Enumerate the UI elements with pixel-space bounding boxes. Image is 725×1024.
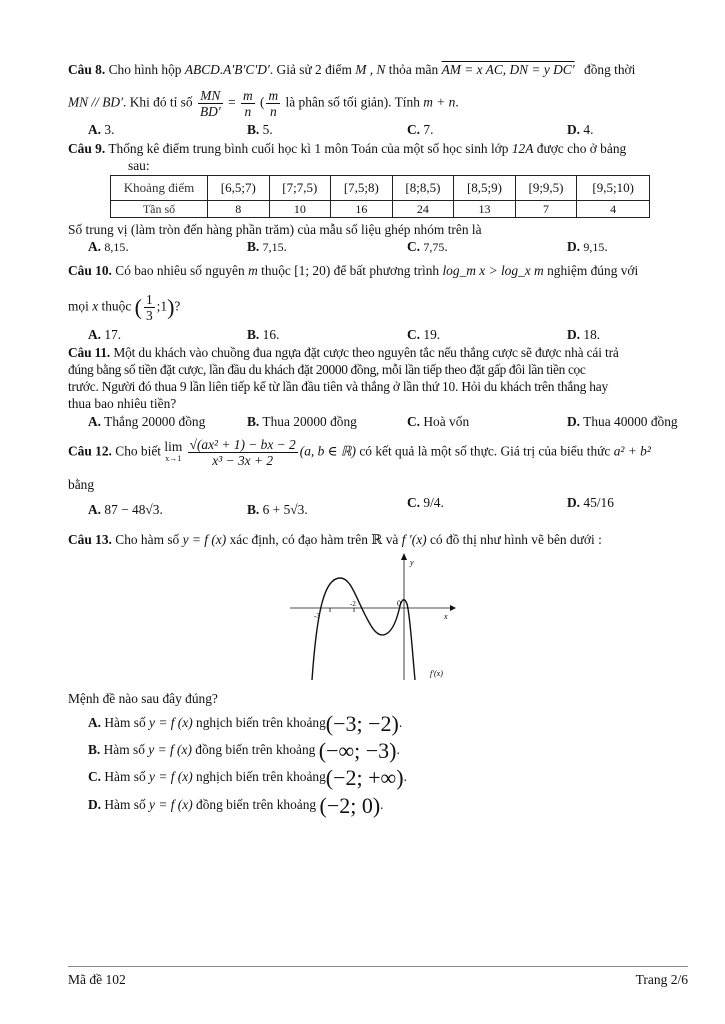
q9-table-header: Khoảng điểm (111, 176, 208, 201)
q8-text: thỏa mãn (388, 62, 439, 77)
q9-label: Câu 9. (68, 141, 106, 156)
q12-option-a[interactable]: A. 87 − 48√3. (88, 502, 163, 517)
q11-option-d[interactable]: D. Thua 40000 đồng (567, 414, 678, 429)
q8-text: đồng thời (584, 62, 636, 77)
q8-mn2: $\frac{m}{n}$ (268, 88, 279, 119)
q13-option-b[interactable]: B. Hàm số y = f (x) đồng biến trên khoảng (−∞; −3). (88, 738, 400, 763)
q9-option-a[interactable]: A. 8,15. (88, 239, 129, 254)
q8-vector-eq: AM = x AC, DN = y DC′ (441, 62, 575, 77)
q11-text: Một du khách vào chuồng đua ngựa đặt cược theo nguyên tắc nếu thắng cược sẽ được nhà cái trả (113, 345, 619, 360)
q12-label: Câu 12. (68, 443, 112, 459)
q9-option-c[interactable]: C. 7,75. (407, 239, 448, 254)
q8-eq: = (228, 94, 236, 110)
q10-option-c[interactable]: C. 19. (407, 327, 441, 342)
q13-deriv: f ′(x) (401, 532, 427, 547)
q12-text: có kết quả là một số thực. Giá trị của biểu thức (359, 443, 611, 459)
q8-text: . Khi đó tỉ số (123, 94, 193, 110)
q8-option-a[interactable]: A. 3. (88, 122, 115, 137)
q8-option-c[interactable]: C. 7. (407, 122, 434, 137)
q10-text: Có bao nhiêu số nguyên (115, 263, 245, 278)
q9-interval: [8;8,5) (392, 176, 454, 201)
q9-freq: 16 (331, 201, 393, 218)
q13-question: Mệnh đề nào sau đây đúng? (68, 691, 218, 706)
q10-option-b[interactable]: B. 16. (247, 327, 280, 342)
q9-interval: [9,5;10) (577, 176, 650, 201)
q11-label: Câu 11. (68, 345, 111, 360)
q9-frequency-table (110, 175, 650, 218)
q11-option-c[interactable]: C. Hoà vốn (407, 414, 470, 429)
q11-line4: thua bao nhiêu tiền? (68, 396, 177, 411)
q11-line2: đúng bằng số tiền đặt cược, lần đầu du khách đặt 20000 đồng, mỗi lần tiếp theo đặt gấp đôi lần tiền cọc (68, 362, 586, 377)
q8-points: M , N (355, 62, 386, 77)
x-axis-arrow-icon (450, 605, 456, 611)
q10-fraction: $\frac{1}{3}$ (145, 292, 153, 323)
y-axis-arrow-icon (401, 553, 407, 560)
q10-text: nghiệm đúng với (547, 263, 639, 278)
q9-interval: [8,5;9) (454, 176, 516, 201)
q11-line1 (68, 345, 619, 361)
q11-line3: trước. Người đó thua 9 lần liên tiếp kể từ lần đầu tiên và thắng ở lần thứ 10. Hỏi du khách trên thắng hay (68, 379, 609, 394)
q13-option-d[interactable]: D. Hàm số y = f (x) đồng biến trên khoảng (−2; 0). (88, 793, 384, 818)
q9-text: được cho ở bảng (536, 141, 627, 156)
q9-freq: 7 (515, 201, 577, 218)
q12-line2: bằng (68, 477, 95, 492)
q10-text: mọi (68, 298, 89, 314)
q13-text: có đồ thị như hình vẽ bên dưới : (429, 532, 602, 547)
q10-var: m (248, 263, 258, 278)
q8-mn: $\frac{m}{n}$ (243, 88, 253, 119)
q10-inequality: log_m x > log_x m (442, 263, 544, 278)
q8-text: . Giả sử 2 điểm (269, 62, 352, 77)
q13-option-a[interactable]: A. Hàm số y = f (x) nghịch biến trên khoảng(−3; −2). (88, 711, 403, 736)
q9-line2: sau: (128, 158, 150, 173)
y-label: y (410, 558, 414, 567)
q8-ask: m + n (423, 94, 456, 110)
q8-ratio: $\frac{MN}{BD'}$ (199, 88, 221, 119)
footer-exam-code: Mã đề 102 (68, 972, 126, 987)
q10-option-a[interactable]: A. 17. (88, 327, 122, 342)
q8-text: Cho hình hộp (108, 62, 182, 77)
q9-interval: [6,5;7) (208, 176, 270, 201)
q9-interval: [9;9,5) (515, 176, 577, 201)
q9-table-row-label: Tần số (111, 201, 208, 218)
q8-label: Câu 8. (68, 62, 106, 77)
q9-freq: 24 (392, 201, 454, 218)
q13-text: xác định, có đạo hàm trên ℝ và (229, 532, 399, 547)
q9-line1 (68, 141, 626, 157)
footer-page-number: Trang 2/6 (635, 972, 688, 987)
q9-text: Thống kê điểm trung bình cuối học kì 1 môn Toán của một số học sinh lớp (108, 141, 509, 156)
q10-option-d[interactable]: D. 18. (567, 327, 601, 342)
q10-line1 (68, 263, 638, 279)
q8-solid: ABCD.A′B′C′D′ (184, 62, 270, 77)
q8-line1 (68, 62, 635, 78)
tick-label-neg2: -2 (350, 600, 356, 608)
q9-freq: 10 (269, 201, 331, 218)
q10-interval: [1; 20) (294, 263, 331, 278)
q8-text: là phân số tối giản). Tính (285, 94, 420, 110)
q10-line2: mọi x thuộc ( $\frac{1}{3}$ ;1)? (68, 292, 181, 323)
q8-line2: MN // BD′. Khi đó tỉ số $\frac{MN}{BD'}$ = $\frac{m}{n}$ ( $\frac{m}{n}$ là phân số tối giản). Tính m + n. (68, 88, 459, 119)
q8-option-b[interactable]: B. 5. (247, 122, 273, 137)
q9-option-b[interactable]: B. 7,15. (247, 239, 287, 254)
q10-text: thuộc (261, 263, 291, 278)
q8-parallel: MN // BD′ (68, 94, 124, 110)
q13-line1 (68, 532, 602, 548)
q10-label: Câu 10. (68, 263, 112, 278)
tick-label-neg3: -3 (314, 612, 320, 620)
curve-label: f′(x) (430, 669, 443, 678)
q10-text: thuộc (101, 298, 132, 314)
q9-interval: [7;7,5) (269, 176, 331, 201)
q9-freq: 8 (208, 201, 270, 218)
q8-option-d[interactable]: D. 4. (567, 122, 594, 137)
q9-class: 12A (511, 141, 534, 156)
q12-limit: lim x→1 (164, 438, 183, 463)
q10-x: x (92, 298, 99, 314)
q12-fraction: $\frac{\text{√(ax² + 1) − bx − 2}}{\text{x³ − 3x + 2}}$ (189, 437, 296, 468)
q12-option-b[interactable]: B. 6 + 5√3. (247, 502, 308, 517)
q12-option-d[interactable]: D. 45/16 (567, 495, 614, 510)
q10-text: để bất phương trình (333, 263, 440, 278)
q9-freq: 4 (577, 201, 650, 218)
x-label: x (444, 612, 448, 621)
origin-label: 0 (397, 599, 401, 608)
q9-interval: [7,5;8) (331, 176, 393, 201)
q10-tail: ;1 (156, 298, 168, 314)
q12-line1 (68, 437, 651, 468)
q11-option-b[interactable]: B. Thua 20000 đồng (247, 414, 357, 429)
q9-after: Số trung vị (làm tròn đến hàng phần trăm) của mẫu số liệu ghép nhóm trên là (68, 222, 482, 237)
fprime-curve (312, 578, 415, 680)
q13-graph (290, 552, 460, 684)
q12-cond: (a, b ∈ ℝ) (299, 443, 356, 459)
q12-text: Cho biết (115, 443, 162, 459)
q9-freq: 13 (454, 201, 516, 218)
q12-expr: a² + b² (613, 443, 651, 459)
q9-option-d[interactable]: D. 9,15. (567, 239, 608, 254)
q12-option-c[interactable]: C. 9/4. (407, 495, 444, 510)
q10-qmark: ? (174, 298, 181, 314)
footer-rule (68, 966, 688, 967)
q13-label: Câu 13. (68, 532, 112, 547)
q11-option-a[interactable]: A. Thắng 20000 đồng (88, 414, 206, 429)
q13-text: Cho hàm số (115, 532, 180, 547)
q13-option-c[interactable]: C. Hàm số y = f (x) nghịch biến trên khoảng(−2; +∞). (88, 765, 407, 790)
q13-func: y = f (x) (182, 532, 227, 547)
